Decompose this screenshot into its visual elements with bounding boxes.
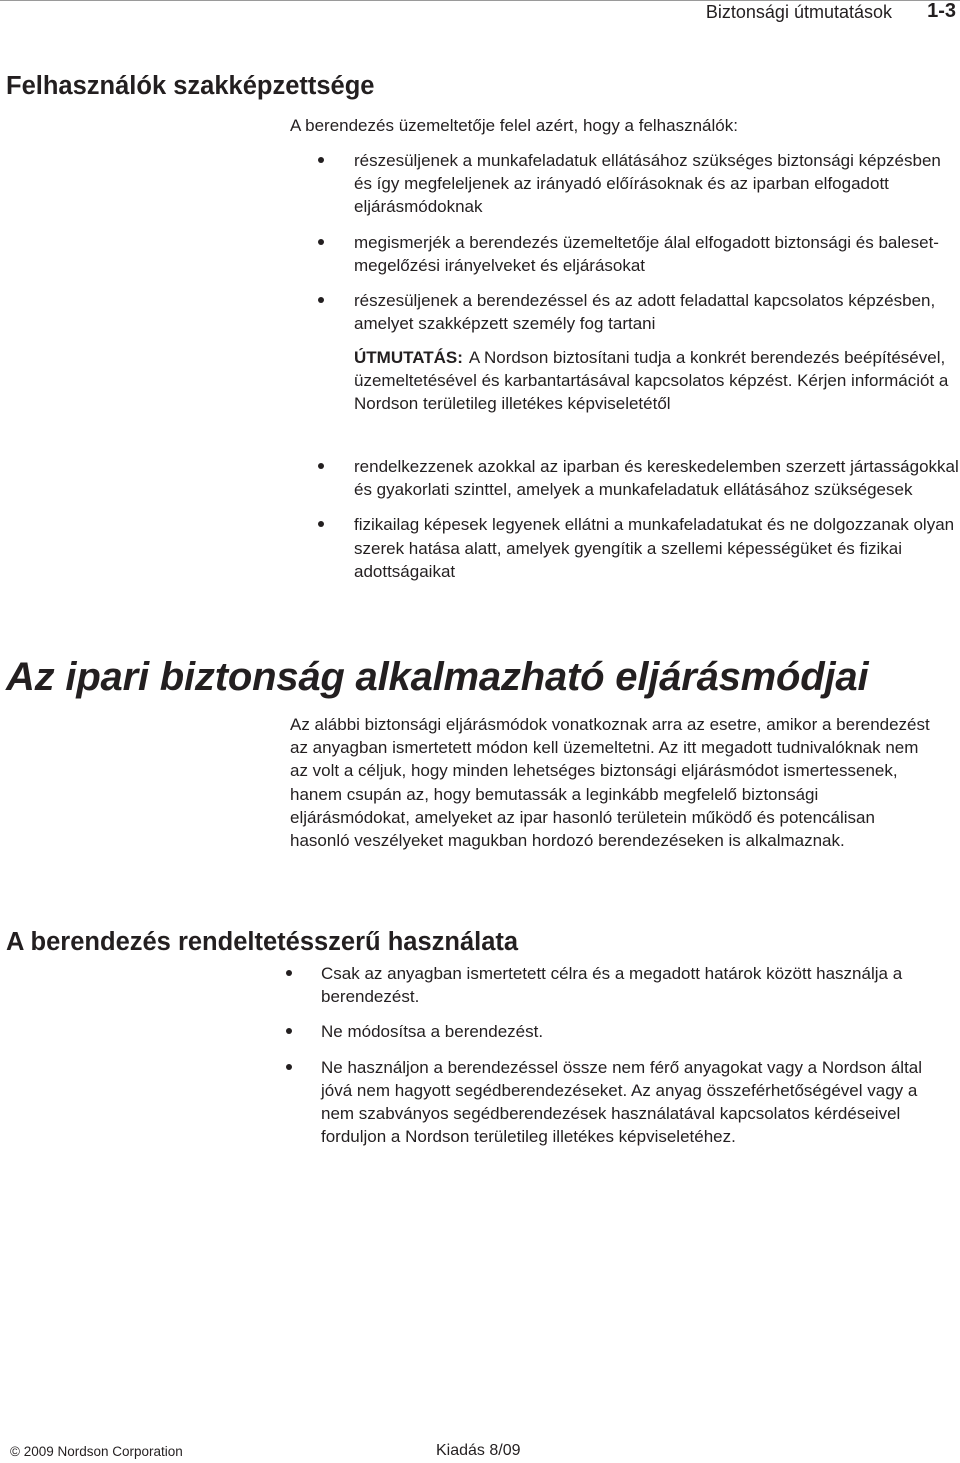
bullet-icon <box>286 1064 292 1070</box>
list-item <box>318 231 960 277</box>
qualification-list <box>318 149 960 335</box>
bullet-icon <box>318 157 324 163</box>
qualification-list-continued <box>318 455 960 583</box>
note-block <box>354 346 954 416</box>
list-item <box>318 149 960 219</box>
footer-edition: Kiadás 8/09 <box>436 1442 521 1459</box>
section2-paragraph: Az alábbi biztonsági eljárásmódok vonatkoznak arra az esetre, amikor a berendezést az anyagban ismertetett módon kell üzemeltetni. Az itt megadott tudnivalóknak nem az volt a céljuk, hogy minden lehetséges biztonsági eljárásmódot ismertessenek, hanem csupán az, hogy bemutassák a leginkább megfelelő biztonsági eljárásmódokat, amelyeket az ipar hasonló területein működő és potencálisan hasonló veszélyeket magukban hordozó berendezéseken is alkalmaznak. <box>290 715 930 851</box>
running-header-title: Biztonsági útmutatások <box>705 2 892 22</box>
list-item-text: Ne módosítsa a berendezést. <box>321 1022 544 1042</box>
bullet-icon <box>286 1028 292 1034</box>
heading-user-qualification: Felhasználók szakképzettsége <box>6 72 375 100</box>
list-item-text: Ne használjon a berendezéssel össze nem férő anyagokat vagy a Nordson által jóvá nem hagyott segédberendezéseket. Az anyag összeférhetőségével vagy a nem szabványos segédberendezések használatával kapcsolatos kérdéseivel forduljon a Nordson területileg illetékes képviseletéhez. <box>321 1057 923 1147</box>
page-number: 1-3 <box>927 0 956 22</box>
list-item-text: fizikailag képesek legyenek ellátni a munkafeladatukat és ne dolgozzanak olyan szerek hatása alatt, amelyek gyengítik a szellemi képességüket és fizikai adottságaikat <box>354 515 955 581</box>
bullet-icon <box>318 463 324 469</box>
list-item-text: részesüljenek a munkafeladatuk ellátásához szükséges biztonsági képzésben és így megfeleljenek az irányadó előírásoknak és az iparban elfogadott eljárásmódoknak <box>354 151 941 217</box>
section1-lead: A berendezés üzemeltetője felel azért, hogy a felhasználók: <box>290 116 738 135</box>
intended-use-list <box>286 962 926 1148</box>
bullet-icon <box>318 521 324 527</box>
footer-copyright: © 2009 Nordson Corporation <box>10 1444 183 1459</box>
list-item-text: részesüljenek a berendezéssel és az adott feladattal kapcsolatos képzésben, amelyet szakképzett személy fog tartani <box>354 291 936 334</box>
note-text: A Nordson biztosítani tudja a konkrét berendezés beépítésével, üzemeltetésével és karbantartásával kapcsolatos képzést. Kérjen információt a Nordson területileg illetékes képviseletétől <box>354 348 949 414</box>
list-item-text: megismerjék a berendezés üzemeltetője álal elfogadott biztonsági és baleset-megelőzési irányelveket és eljárásokat <box>354 232 939 275</box>
list-item-text: Csak az anyagban ismertetett célra és a megadott határok között használja a berendezést. <box>321 964 903 1007</box>
list-item <box>318 289 960 335</box>
bullet-icon <box>318 297 324 303</box>
list-item <box>286 1020 926 1043</box>
list-item <box>318 455 960 501</box>
heading-intended-use: A berendezés rendeltetésszerű használata <box>6 928 519 956</box>
list-item <box>286 962 926 1008</box>
list-item <box>286 1056 926 1149</box>
list-item <box>318 513 960 583</box>
note-label: ÚTMUTATÁS: <box>354 348 463 367</box>
bullet-icon <box>318 239 324 245</box>
list-item-text: rendelkezzenek azokkal az iparban és kereskedelemben szerzett jártasságokkal és gyakorlati szinttel, amelyek a munkafeladatuk ellátásához szükségesek <box>354 457 959 500</box>
bullet-icon <box>286 970 292 976</box>
heading-industrial-safety: Az ipari biztonság alkalmazható eljárásmódjai <box>6 655 869 699</box>
